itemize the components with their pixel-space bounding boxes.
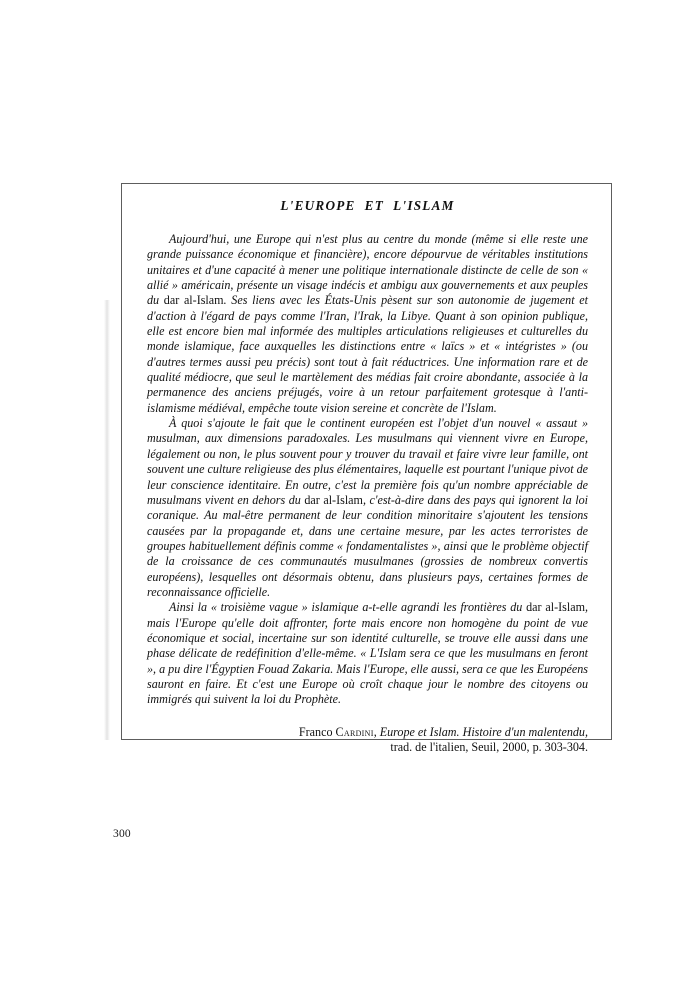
excerpt-paragraph: [147, 600, 588, 707]
excerpt-frame: [121, 183, 612, 755]
italic-text: . Ses liens avec les États-Unis pèsent sur son autonomie de jugement et d'action à l'égard de pays comme l'Iran, l'Irak, la Libye. Quant à son opinion publique, elle est encore bien mal informée des multiples articulations religieuses et culturelles du monde islamique, face auxquelles les distinctions entre « laïcs » et « intégristes » (ou d'autres termes aussi peu précis) sont tout à fait réductrices. Une information rare et de qualité médiocre, que seul le martèlement des médias fait croire abondante, associée à la permanence des anciens préjugés, voire à un retour parfaitement grotesque à l'anti-islamisme médiéval, empêche toute vision sereine et concrète de l'Islam.: [147, 293, 588, 415]
excerpt-title: L'EUROPE ET L'ISLAM: [280, 198, 455, 213]
author-first-name: Franco: [298, 724, 336, 739]
italic-text: , mais l'Europe qu'elle doit affronter, forte mais encore non homogène du point de vue économique et social, incertaine sur son identité culturelle, se trouve elle aussi dans une phase délicate de redéfinition d'elle-même. « L'Islam sera ce que les musulmans en feront », a pu dire l'Égyptien Fouad Zakaria. Mais l'Europe, elle aussi, sera ce que les Européens sauront en faire. Et c'est une Europe où croît chaque jour le nombre des citoyens ou immigrés qui suivent la loi du Prophète.: [147, 600, 589, 707]
excerpt-paragraph: [147, 232, 588, 416]
publication-details: trad. de l'italien, Seuil, 2000, p. 303-304.: [390, 740, 588, 755]
roman-term: dar al-Islam: [304, 492, 363, 507]
italic-text: Aujourd'hui, une Europe qui n'est plus au centre du monde (même si elle reste une grande puissance économique et financière), encore dépourvue de véritables institutions unitaires et d'une capacité à mener une politique internationale distincte de celle de son « allié » américain, présente un visage indécis et ambigu aux gouvernements et aux peuples du: [147, 232, 588, 308]
attribution-author-line: [147, 725, 588, 741]
excerpt-paragraph: [147, 416, 588, 600]
roman-term: dar al-Islam: [526, 600, 585, 615]
roman-term: dar al-Islam: [163, 293, 224, 308]
source-attribution: [147, 725, 588, 756]
scan-gutter-shadow: [104, 300, 110, 740]
work-title: Europe et Islam. Histoire d'un malentendu,: [379, 724, 588, 739]
author-last-name: Cardini: [335, 724, 374, 739]
italic-text: , c'est-à-dire dans des pays qui ignorent la loi coranique. Au mal-être permanent de leur condition minoritaire s'ajoutent les tensions causées par la propagande et, dans une certaine mesure, par les actes terroristes de groupes habituellement définis comme « fondamentalistes », ainsi que le problème objectif de la croissance de ces communautés musulmanes (grossies de nombreux convertis européens), lesquelles ont désormais obtenu, dans plusieurs pays, certaines formes de reconnaissance officielle.: [147, 492, 588, 599]
italic-text: À quoi s'ajoute le fait que le continent européen est l'objet d'un nouvel « assaut » musulman, aux dimensions paradoxales. Les musulmans qui viennent vivre en Europe, légalement ou non, le plus souvent pour y trouver du travail et faire vivre leur famille, ont souvent une culture religieuse des plus élémentaires, laquelle est pourtant l'unique pivot de leur conscience identitaire. En outre, c'est la première fois qu'un nombre appréciable de musulmans vivent en dehors du: [147, 416, 588, 507]
attribution-separator: ,: [373, 724, 380, 739]
page-number: 300: [113, 828, 131, 840]
excerpt-content: [147, 198, 588, 756]
italic-text: Ainsi la « troisième vague » islamique a-t-elle agrandi les frontières du: [169, 600, 527, 615]
